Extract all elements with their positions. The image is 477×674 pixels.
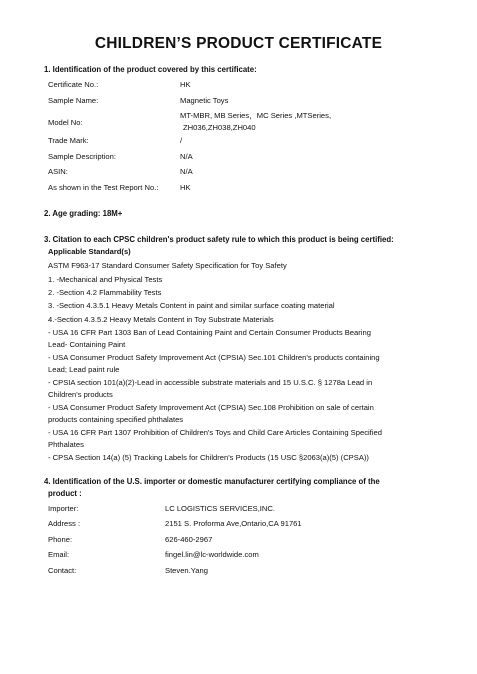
importer-value: LC LOGISTICS SERVICES,INC. [165, 504, 275, 513]
certificate-no-value: HK [180, 80, 191, 89]
email-value[interactable]: fingel.lin@lc-worldwide.com [165, 550, 259, 559]
trade-mark-label: Trade Mark: [48, 136, 89, 145]
asin-value: N/A [180, 167, 193, 176]
citation-line: 2. -Section 4.2 Flammability Tests [48, 288, 162, 297]
model-no-value-line2: ZH036,ZH038,ZH040 [183, 123, 256, 132]
section-1-heading: 1. Identification of the product covered by this certificate: [44, 65, 257, 74]
citation-line: 3. -Section 4.3.5.1 Heavy Metals Content in paint and similar surface coating material [48, 301, 335, 310]
certificate-no-label: Certificate No.: [48, 80, 99, 89]
citation-line: Children's products [48, 390, 113, 399]
citation-line: 4.-Section 4.3.5.2 Heavy Metals Content in Toy Substrate Materials [48, 315, 274, 324]
phone-value: 626-460-2967 [165, 535, 213, 544]
email-label: Email: [48, 550, 70, 559]
section-4-heading: 4. Identification of the U.S. importer or domestic manufacturer certifying compliance of the [44, 477, 380, 486]
model-no-value: MT-MBR, MB Series，MC Series ,MTSeries, [180, 111, 332, 120]
citation-line: - USA 16 CFR Part 1307 Prohibition of Children's Toys and Child Care Articles Containing Specified [48, 428, 382, 437]
importer-label: Importer: [48, 504, 79, 513]
section-3-heading: 3. Citation to each CPSC children's product safety rule to which this product is being certified: [44, 235, 394, 244]
citation-line: Lead; Lead paint rule [48, 365, 120, 374]
contact-label: Contact: [48, 566, 77, 575]
citation-line: - USA 16 CFR Part 1303 Ban of Lead Containing Paint and Certain Consumer Products Bearing [48, 328, 371, 337]
address-label: Address : [48, 519, 81, 528]
citation-line: 1. -Mechanical and Physical Tests [48, 275, 163, 284]
contact-value: Steven.Yang [165, 566, 208, 575]
address-value: 2151 S. Proforma Ave,Ontario,CA 91761 [165, 519, 302, 528]
citation-line: - USA Consumer Product Safety Improvement Act (CPSIA) Sec.108 Prohibition on sale of certain [48, 403, 374, 412]
phone-label: Phone: [48, 535, 73, 544]
citation-line: products containing specified phthalates [48, 415, 184, 424]
section-4-heading-line2: product : [48, 489, 82, 498]
sample-name-value: Magnetic Toys [180, 96, 229, 105]
citation-line: - CPSA Section 14(a) (5) Tracking Labels for Children's Products (15 USC §2063(a)(5) (CPSA)) [48, 453, 369, 462]
sample-description-label: Sample Description: [48, 152, 116, 161]
test-report-no-value: HK [180, 183, 191, 192]
citation-line: Phthalates [48, 440, 84, 449]
citation-line: - CPSIA section 101(a)(2)-Lead in accessible substrate materials and 15 U.S.C. § 1278a Lead in [48, 378, 373, 387]
citation-line: ASTM F963-17 Standard Consumer Safety Specification for Toy Safety [48, 261, 287, 270]
sample-description-value: N/A [180, 152, 193, 161]
sample-name-label: Sample Name: [48, 96, 99, 105]
test-report-no-label: As shown in the Test Report No.: [48, 183, 159, 192]
asin-label: ASIN: [48, 167, 68, 176]
applicable-standards-heading: Applicable Standard(s) [48, 247, 131, 256]
citation-line: Lead- Containing Paint [48, 340, 126, 349]
citation-line: - USA Consumer Product Safety Improvement Act (CPSIA) Sec.101 Children’s products containing [48, 353, 380, 362]
model-no-label: Model No: [48, 118, 83, 127]
page-title: CHILDREN’S PRODUCT CERTIFICATE [94, 35, 383, 52]
section-2-heading: 2. Age grading: 18M+ [44, 209, 123, 218]
trade-mark-value: / [180, 136, 183, 145]
